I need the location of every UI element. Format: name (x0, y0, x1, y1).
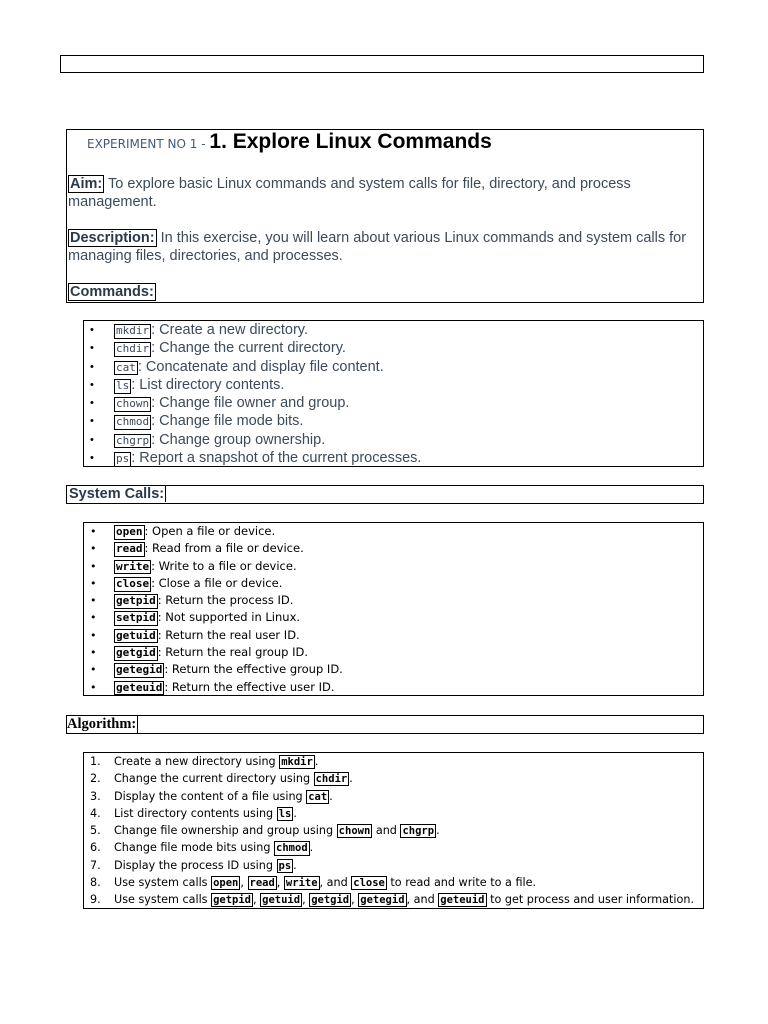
algorithm-step (84, 857, 694, 874)
system-call-description: : Return the effective user ID. (164, 679, 335, 694)
system-call-item (84, 575, 343, 592)
system-call-item (84, 679, 343, 696)
aim-paragraph (68, 175, 689, 211)
commands-heading (68, 283, 689, 301)
algorithm-text: . (349, 772, 353, 786)
algorithm-code: chgrp (402, 825, 435, 838)
algorithm-text: , and (319, 876, 352, 890)
algorithm-code: geteuid (440, 894, 485, 907)
system-call-code: getuid (116, 628, 156, 642)
algorithm-code: read (249, 877, 275, 890)
command-description: : Change group ownership. (151, 431, 326, 448)
system-call-description: : Return the process ID. (157, 593, 294, 608)
command-code: mkdir (116, 324, 150, 337)
system-call-code: read (116, 542, 143, 556)
system-call-description: : Close a file or device. (151, 575, 283, 590)
command-code: chown (116, 397, 150, 411)
system-call-code: getgid (116, 646, 156, 660)
system-call-description: : Open a file or device. (144, 524, 276, 538)
aim-text: To explore basic Linux commands and system calls for file, directory, and process management. (68, 176, 631, 210)
algorithm-text: . (293, 806, 297, 820)
algorithm-text: Use system calls (114, 893, 212, 907)
algorithm-text: to read and write to a file. (386, 876, 537, 890)
system-call-item (84, 558, 343, 575)
algorithm-text: . (314, 755, 319, 768)
algorithm-code: ps (278, 859, 292, 872)
algorithm-text: to get process and user information. (486, 893, 695, 907)
algorithm-code: chown (338, 825, 371, 838)
system-calls-box (83, 522, 704, 696)
system-calls-label: System Calls: (69, 486, 165, 502)
system-call-code: getpid (116, 594, 156, 608)
description-label: Description: (70, 230, 155, 246)
step-number: 9. (90, 893, 101, 907)
command-item (84, 339, 421, 357)
command-item (84, 321, 421, 339)
algorithm-text: . (309, 841, 314, 855)
aim-label: Aim: (70, 176, 103, 192)
algorithm-code: open (213, 877, 239, 890)
commands-list (84, 321, 421, 467)
algorithm-text: , and (406, 893, 439, 907)
algorithm-text: Display the process ID using (114, 858, 277, 872)
step-number: 3. (90, 789, 101, 803)
algorithm-text: . (329, 789, 333, 803)
algorithm-code: getgid (311, 894, 350, 907)
algorithm-step (84, 874, 694, 891)
algorithm-box (83, 752, 704, 909)
step-number: 8. (90, 876, 101, 890)
commands-box (83, 320, 704, 467)
command-description: : Change file mode bits. (151, 413, 304, 430)
system-calls-heading-box (66, 485, 704, 504)
step-number: 1. (90, 755, 101, 768)
description-paragraph (68, 229, 689, 265)
algorithm-text: and (372, 824, 401, 838)
algorithm-text: , (302, 893, 310, 907)
algorithm-heading-box (66, 715, 704, 734)
algorithm-text: Change file ownership and group using (114, 824, 337, 838)
system-call-code: close (116, 576, 150, 590)
command-code: cat (116, 360, 136, 374)
algorithm-text: Change file mode bits using (114, 841, 275, 855)
algorithm-step (84, 770, 694, 787)
algorithm-code: cat (308, 790, 328, 803)
command-code: ls (116, 378, 130, 392)
step-number: 2. (90, 772, 101, 786)
algorithm-code: close (353, 877, 385, 890)
algorithm-code: getegid (360, 894, 405, 907)
algorithm-text: , (240, 876, 248, 890)
system-call-code: geteuid (116, 680, 163, 694)
algorithm-list (84, 753, 694, 909)
system-call-description: : Read from a file or device. (144, 541, 304, 556)
command-item (84, 394, 421, 412)
algorithm-text: List directory contents using (114, 806, 277, 820)
experiment-title (87, 130, 492, 154)
system-call-description: : Write to a file or device. (151, 558, 297, 573)
system-call-code: getegid (116, 663, 163, 677)
command-item (84, 449, 421, 467)
command-description: : Report a snapshot of the current processes. (131, 450, 422, 467)
system-call-item (84, 609, 343, 626)
command-description: : Create a new directory. (151, 322, 309, 338)
algorithm-text: , (351, 893, 359, 907)
system-call-item (84, 644, 343, 661)
experiment-label: EXPERIMENT NO 1 - (87, 137, 210, 151)
algorithm-code: write (285, 877, 318, 890)
system-calls-list (84, 523, 343, 696)
algorithm-code: ls (278, 807, 292, 820)
command-description: : Change file owner and group. (151, 395, 350, 412)
algorithm-code: mkdir (281, 756, 313, 768)
command-code: chdir (116, 342, 150, 356)
system-call-description: : Return the effective group ID. (164, 662, 343, 677)
system-call-item (84, 592, 343, 609)
step-number: 5. (90, 824, 101, 838)
algorithm-code: getpid (213, 894, 252, 907)
algorithm-step (84, 753, 694, 770)
step-number: 4. (90, 806, 101, 820)
commands-label: Commands: (70, 284, 154, 300)
system-call-description: : Not supported in Linux. (157, 610, 301, 625)
command-item (84, 431, 421, 449)
system-call-item (84, 661, 343, 678)
system-call-item (84, 540, 343, 557)
algorithm-text: . (436, 824, 440, 838)
system-call-code: write (116, 559, 150, 573)
command-item (84, 412, 421, 430)
algorithm-step (84, 891, 694, 908)
command-code: ps (116, 452, 130, 466)
command-code: chgrp (116, 433, 150, 447)
step-number: 7. (90, 858, 101, 872)
command-description: : Change the current directory. (151, 340, 346, 357)
command-description: : Concatenate and display file content. (137, 358, 384, 375)
command-item (84, 358, 421, 376)
command-code: chmod (116, 415, 150, 429)
system-call-code: setpid (116, 611, 156, 625)
system-call-item (84, 523, 343, 540)
command-item (84, 376, 421, 394)
system-call-code: open (116, 525, 143, 538)
algorithm-text: . (293, 858, 297, 872)
algorithm-text: , (253, 893, 261, 907)
algorithm-text: , (276, 876, 284, 890)
step-number: 6. (90, 841, 101, 855)
algorithm-text: Display the content of a file using (114, 789, 307, 803)
algorithm-code: chmod (276, 842, 308, 855)
system-call-item (84, 627, 343, 644)
experiment-box (66, 129, 704, 303)
algorithm-step (84, 822, 694, 839)
algorithm-text: Create a new directory using (114, 755, 280, 768)
page-title: 1. Explore Linux Commands (209, 130, 492, 153)
algorithm-code: getuid (262, 894, 301, 907)
system-call-description: : Return the real group ID. (157, 645, 309, 660)
algorithm-step (84, 839, 694, 856)
system-call-description: : Return the real user ID. (157, 627, 300, 642)
algorithm-label: Algorithm: (67, 716, 137, 732)
algorithm-step (84, 788, 694, 805)
algorithm-text: Change the current directory using (114, 772, 314, 786)
algorithm-step (84, 805, 694, 822)
algorithm-text: Use system calls (114, 876, 212, 890)
algorithm-code: chdir (315, 773, 348, 786)
description-text: In this exercise, you will learn about various Linux commands and system calls for managing files, directories, and processes. (68, 230, 687, 264)
command-description: : List directory contents. (131, 376, 285, 393)
header-empty-box (60, 55, 704, 73)
